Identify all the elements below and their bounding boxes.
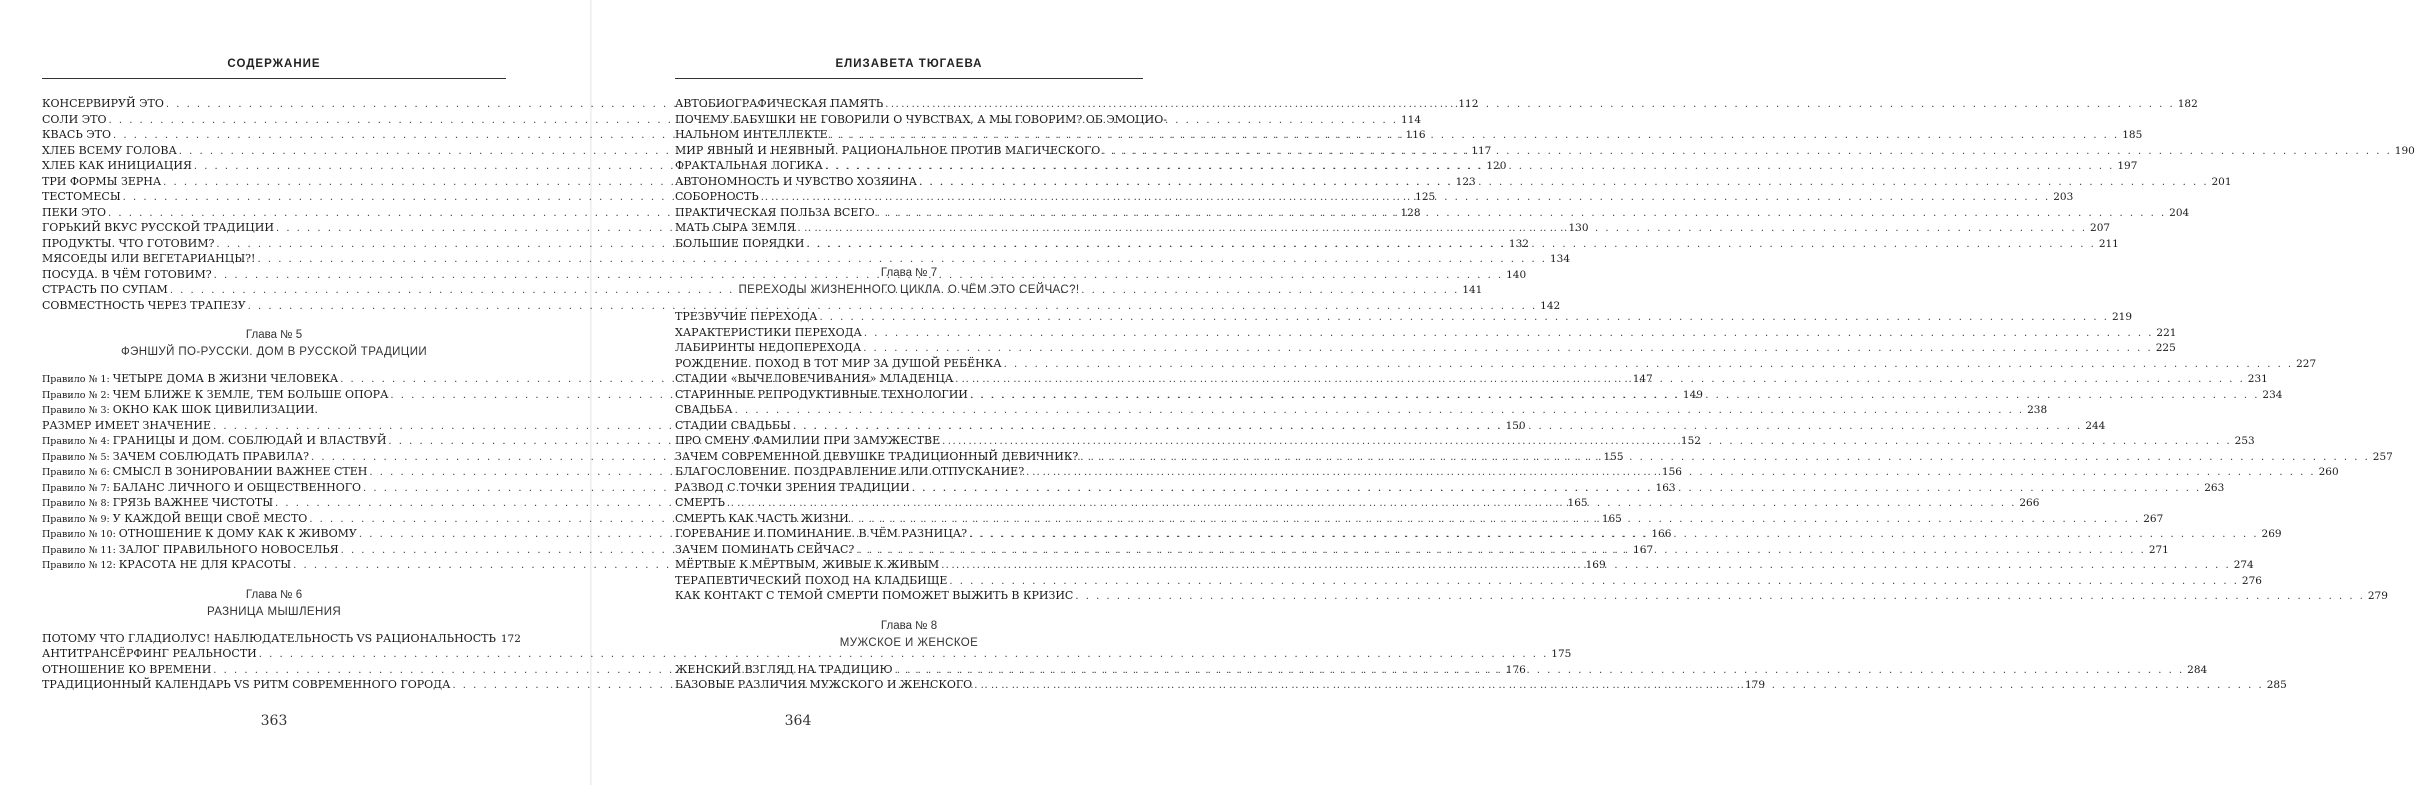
toc-entry-title: [42, 557, 293, 574]
toc-page-number: 269: [2261, 528, 2282, 540]
toc-title-text: БЛАГОСЛОВЕНИЕ. ПОЗДРАВЛЕНИЕ ИЛИ ОТПУСКАНИЕ?: [675, 465, 1025, 478]
toc-entry-title: [42, 112, 108, 128]
toc-page-number: 141: [1462, 284, 1483, 296]
toc-entry-title: [675, 371, 955, 387]
toc-title-text: ТРИ ФОРМЫ ЗЕРНА: [42, 174, 162, 188]
chapter-heading: [42, 327, 506, 361]
toc-rule-label: Правило № 3:: [42, 405, 110, 416]
toc-entry-title: [675, 143, 1102, 159]
toc-entry-title: [675, 174, 919, 190]
toc-entry-title: [675, 495, 727, 511]
chapter-title: ПЕРЕХОДЫ ЖИЗНЕННОГО ЦИКЛА. О ЧЁМ ЭТО СЕЙЧАС?!: [738, 284, 1080, 296]
toc-title-text: БАЗОВЫЕ РАЗЛИЧИЯ МУЖСКОГО И ЖЕНСКОГО: [675, 678, 973, 691]
toc-title-text: БОЛЬШИЕ ПОРЯДКИ: [675, 236, 805, 250]
toc-leader-dots: [1075, 589, 2365, 605]
toc-entry-title: [675, 387, 970, 403]
toc-rule-label: Правило № 5:: [42, 451, 110, 463]
toc-entry-title: [675, 526, 969, 542]
toc-entry: [675, 112, 1167, 128]
toc-title-text: СТАРИННЫЕ РЕПРОДУКТИВНЫЕ ТЕХНОЛОГИИ: [675, 387, 968, 401]
running-head-author: ЕЛИЗАВЕТА ТЮГАЕВА: [675, 58, 1143, 79]
chapter-title: ФЭНШУЙ ПО-РУССКИ. ДОМ В РУССКОЙ ТРАДИЦИИ: [120, 346, 428, 358]
toc-entry-title: [42, 526, 359, 543]
toc-title-text: МАТЬ СЫРА ЗЕМЛЯ: [675, 221, 796, 234]
toc-title-text: КРАСОТА НЕ ДЛЯ КРАСОТЫ: [118, 558, 292, 571]
toc-title-text: ХАРАКТЕРИСТИКИ ПЕРЕХОДА: [675, 325, 862, 339]
toc-page-number: 167: [1633, 543, 1654, 556]
toc-page-number: 176: [1505, 663, 1526, 676]
toc-page-number: 165: [1601, 512, 1622, 525]
toc-page-number: 140: [1506, 268, 1527, 281]
running-head-contents: СОДЕРЖАНИЕ: [42, 58, 506, 79]
toc-leader-dots: [798, 221, 2088, 237]
toc-title-text: РАЗВОД С ТОЧКИ ЗРЕНИЯ ТРАДИЦИИ: [675, 480, 910, 494]
toc-rule-label: Правило № 11:: [42, 544, 116, 556]
toc-page-number: 117: [1471, 144, 1492, 157]
toc-title-text: СТРАСТЬ ПО СУПАМ: [42, 283, 168, 296]
toc-title-text: ПРО СМЕНУ ФАМИЛИИ ПРИ ЗАМУЖЕСТВЕ: [675, 434, 941, 447]
toc-title-text: НАЛЬНОМ ИНТЕЛЛЕКТЕ: [675, 128, 828, 141]
toc-entry-title: [42, 282, 170, 298]
toc-leader-dots: [830, 128, 2120, 144]
toc-leader-dots: [912, 481, 2202, 497]
toc-title-text: КВАСЬ ЭТО: [42, 128, 112, 141]
toc-title-text: ПОЧЕМУ БАБУШКИ НЕ ГОВОРИЛИ О ЧУВСТВАХ, А МЫ ГОВОРИМ? ОБ ЭМОЦИО-: [675, 112, 1167, 126]
toc-page-number: 227: [2296, 357, 2317, 370]
toc-page-number: 149: [1682, 388, 1703, 401]
toc-title-text: СМЕРТЬ: [675, 496, 725, 509]
toc-title-text: У КАЖДОЙ ВЕЩИ СВОЁ МЕСТО: [112, 511, 308, 525]
toc-title-text: ТЕСТОМЕСЫ: [42, 190, 121, 203]
toc-entry-title: [675, 96, 885, 112]
toc-entry-title: [42, 402, 320, 419]
toc-entry-title: [675, 236, 806, 252]
toc-page-number: 197: [2117, 160, 2138, 172]
toc-title-text: ЧЕТЫРЕ ДОМА В ЖИЗНИ ЧЕЛОВЕКА: [112, 372, 339, 385]
toc-title-text: ТЕРАПЕВТИЧЕСКИЙ ПОХОД НА КЛАДБИЩЕ: [675, 573, 948, 587]
toc-title-text: МЁРТВЫЕ К МЁРТВЫМ, ЖИВЫЕ К ЖИВЫМ: [675, 558, 940, 571]
toc-title-text: СМЫСЛ В ЗОНИРОВАНИИ ВАЖНЕЕ СТЕН: [112, 465, 368, 478]
toc-entry-title: [42, 220, 276, 236]
toc-entry-title: [675, 112, 1169, 128]
toc-leader-dots: [825, 159, 2115, 175]
toc-title-text: ОТНОШЕНИЕ КО ВРЕМЕНИ: [42, 662, 212, 676]
toc-entry-title: [42, 205, 108, 221]
toc-entry: [42, 251, 1571, 267]
toc-title-text: ХЛЕБ ВСЕМУ ГОЛОВА: [42, 143, 177, 157]
toc-entry-title: [675, 449, 1080, 465]
toc-page-number: 116: [1405, 129, 1426, 141]
toc-title-text: МИР ЯВНЫЙ И НЕЯВНЫЙ. РАЦИОНАЛЬНОЕ ПРОТИВ МАГИЧЕСКОГО: [675, 143, 1101, 157]
toc-page-number: 274: [2233, 559, 2254, 571]
toc-title-text: ГОРЕВАНИЕ И ПОМИНАНИЕ. В ЧЁМ РАЗНИЦА?: [675, 527, 968, 540]
toc-entry: [675, 402, 2048, 418]
toc-title-text: ГРЯЗЬ ВАЖНЕЕ ЧИСТОТЫ: [112, 496, 274, 509]
toc-page-number: 175: [1551, 648, 1572, 660]
toc-rule-label: Правило № 9:: [42, 513, 110, 525]
toc-title-text: ЗАЛОГ ПРАВИЛЬНОГО НОВОСЕЛЬЯ: [118, 542, 339, 556]
toc-page-number: 234: [2262, 388, 2283, 401]
chapter-number: Глава № 5: [245, 329, 303, 341]
toc-title-text: АНТИТРАНСЁРФИНГ РЕАЛЬНОСТИ: [42, 647, 257, 660]
toc-entry: [42, 298, 1561, 314]
toc-page-number: 225: [2155, 342, 2176, 354]
toc-page-number: 130: [1568, 222, 1589, 234]
toc-entry-title: [675, 356, 1004, 372]
toc-leader-dots: [1004, 357, 2294, 373]
chapter-number: Глава № 7: [880, 267, 938, 279]
toc-leader-dots: [864, 326, 2154, 342]
toc-title-text: ЛАБИРИНТЫ НЕДОПЕРЕХОДА: [675, 341, 862, 354]
toc-title-text: ПОТОМУ ЧТО ГЛАДИОЛУС! НАБЛЮДАТЕЛЬНОСТЬ VS РАЦИОНАЛЬНОСТЬ: [42, 631, 496, 645]
toc-leader-dots: [856, 543, 2146, 559]
toc-leader-dots: [806, 237, 2096, 253]
toc-entry: [675, 340, 2176, 356]
toc-title-text: ОТНОШЕНИЕ К ДОМУ КАК К ЖИВОМУ: [118, 527, 357, 540]
toc-entry-title: [675, 402, 735, 418]
toc-title-text: СВАДЬБА: [675, 403, 733, 416]
toc-leader-dots: [819, 310, 2109, 326]
toc-entry-title: [675, 662, 895, 678]
toc-title-text: ПОСУДА. В ЧЁМ ГОТОВИМ?: [42, 267, 212, 281]
toc-entry-title: [675, 340, 863, 356]
toc-page-number: 263: [2204, 481, 2225, 494]
toc-page-number: 134: [1549, 253, 1571, 265]
toc-title-text: СТАДИИ «ВЫЧЕЛОВЕЧИВАНИЯ» МЛАДЕНЦА: [675, 372, 954, 385]
chapter-title: РАЗНИЦА МЫШЛЕНИЯ: [206, 605, 342, 618]
toc-title-text: СТАДИИ СВАДЬБЫ: [675, 418, 791, 432]
toc-page-number: 267: [2143, 512, 2164, 525]
toc-entry-title: [675, 480, 912, 496]
toc-title-text: ПРОДУКТЫ. ЧТО ГОТОВИМ?: [42, 236, 215, 250]
toc-entry: [42, 631, 521, 647]
toc-title-text: АВТОНОМНОСТЬ И ЧУВСТВО ХОЗЯИНА: [675, 174, 917, 188]
toc-entry-title: [42, 542, 341, 559]
chapter-heading: [675, 265, 1143, 299]
toc-page-number: 156: [1661, 466, 1682, 478]
toc-rule-label: Правило № 7:: [42, 482, 110, 494]
toc-page-number: 125: [1415, 191, 1436, 203]
toc-leader-dots: [851, 512, 2141, 528]
toc-page-number: 231: [2247, 373, 2268, 385]
toc-leader-dots: [1102, 144, 2392, 160]
toc-page-number: 190: [2394, 144, 2415, 157]
toc-entry-title: [42, 433, 388, 450]
toc-page-number: 155: [1603, 450, 1624, 463]
toc-title-text: РОЖДЕНИЕ. ПОХОД В ТОТ МИР ЗА ДУШОЙ РЕБЁНКА: [675, 356, 1002, 370]
toc-page-number: 238: [2027, 404, 2048, 416]
toc-entry-title: [675, 511, 851, 527]
toc-page-number: 221: [2156, 326, 2177, 339]
toc-entry-title: [42, 677, 452, 693]
toc-entry-title: [42, 418, 213, 434]
toc-entry-title: [42, 298, 248, 314]
chapter-number: Глава № 6: [245, 588, 303, 601]
toc-page-number: 279: [2367, 590, 2388, 602]
toc-entry-title: [42, 189, 123, 205]
toc-page-number: 152: [1680, 435, 1701, 447]
toc-page-number: 123: [1455, 175, 1476, 188]
toc-page-number: 211: [2098, 237, 2119, 250]
toc-title-text: КОНСЕРВИРУЙ ЭТО: [42, 97, 164, 110]
toc-title-text: ГОРЬКИЙ ВКУС РУССКОЙ ТРАДИЦИИ: [42, 221, 274, 234]
toc-page-number: 182: [2177, 98, 2198, 110]
toc-entry-title: [42, 662, 213, 678]
toc-page-number: 172: [500, 632, 521, 645]
toc-leader-dots: [941, 558, 2231, 574]
toc-title-text: РАЗМЕР ИМЕЕТ ЗНАЧЕНИЕ: [42, 418, 212, 432]
toc-page-number: 120: [1486, 160, 1507, 172]
toc-page-number: 204: [2169, 206, 2190, 219]
toc-page-number: 112: [1458, 98, 1479, 110]
toc-entry-title: [42, 387, 390, 404]
toc-entry-title: [42, 96, 166, 112]
toc-leader-dots: [949, 574, 2239, 590]
toc-rule-label: Правило № 2:: [42, 389, 110, 401]
toc-leader-dots: [1080, 450, 2370, 466]
toc-page-number: 244: [2085, 419, 2106, 432]
toc-entry-title: [675, 220, 798, 236]
toc-title-text: АВТОБИОГРАФИЧЕСКАЯ ПАМЯТЬ: [675, 97, 884, 110]
toc-page-number: 201: [2211, 175, 2232, 188]
toc-leader-dots: [955, 372, 2245, 388]
toc-leader-dots: [895, 663, 2185, 679]
toc-leader-dots: [793, 419, 2083, 435]
toc-title-text: ЧЕМ БЛИЖЕ К ЗЕМЛЕ, ТЕМ БОЛЬШЕ ОПОРА: [112, 387, 389, 401]
toc-page-number: 179: [1744, 679, 1765, 691]
toc-entry-title: [42, 646, 259, 662]
toc-page-number: 271: [2148, 543, 2169, 556]
toc-title-text: ЗАЧЕМ СОБЛЮДАТЬ ПРАВИЛА?: [112, 449, 309, 463]
toc-page-number: 166: [1651, 528, 1672, 540]
toc-page-number: 114: [1400, 113, 1422, 126]
toc-entry-title: [42, 464, 369, 481]
toc-entry-title: [675, 557, 941, 573]
toc-entry-title: [675, 418, 793, 434]
toc-page-number: 132: [1508, 237, 1529, 250]
toc-page-number: 276: [2241, 574, 2262, 587]
toc-entry-title: [675, 433, 942, 449]
toc-entry: [675, 356, 2317, 372]
toc-entry-title: [675, 588, 1075, 604]
toc-entry: [675, 573, 2262, 589]
toc-entry-title: [42, 371, 340, 388]
toc-page-number: 260: [2318, 466, 2339, 478]
toc-title-text: ЖЕНСКИЙ ВЗГЛЯД НА ТРАДИЦИЮ: [675, 662, 893, 676]
toc-page-number: 163: [1655, 481, 1676, 494]
toc-leader-dots: [970, 388, 2260, 404]
toc-entry-title: [42, 449, 311, 466]
toc-page-number: 147: [1632, 373, 1653, 385]
toc-entry-title: [42, 251, 257, 267]
toc-entry-title: [42, 480, 363, 497]
toc-leader-dots: [969, 527, 2259, 543]
toc-leader-dots: [727, 496, 2017, 512]
chapter-number: Глава № 8: [880, 619, 938, 632]
toc-page-number: 257: [2372, 450, 2393, 463]
toc-rule-label: Правило № 6:: [42, 467, 110, 478]
toc-entry-title: [42, 127, 113, 143]
toc-page-number: 203: [2053, 191, 2074, 203]
toc-title-text: ЗАЧЕМ СОВРЕМЕННОЙ ДЕВУШКЕ ТРАДИЦИОННЫЙ ДЕВИЧНИК?: [675, 449, 1079, 463]
toc-entry-title: [675, 573, 949, 589]
toc-page-number: 219: [2111, 311, 2132, 323]
toc-entry-title: [675, 464, 1026, 480]
toc-entry-title: [675, 205, 877, 221]
toc-page-number: 253: [2234, 435, 2255, 447]
toc-rule-label: Правило № 12:: [42, 560, 116, 571]
toc-leader-dots: [885, 97, 2175, 113]
toc-title-text: СМЕРТЬ КАК ЧАСТЬ ЖИЗНИ: [675, 511, 849, 525]
toc-entry-title: [42, 158, 194, 174]
toc-title-text: ОКНО КАК ШОК ЦИВИЛИЗАЦИИ.: [112, 403, 318, 416]
toc-leader-dots: [761, 190, 2051, 206]
toc-entry: [42, 646, 1572, 662]
toc-entry-title: [675, 158, 825, 174]
toc-leader-dots: [919, 175, 2209, 191]
toc-page-number: 165: [1567, 497, 1588, 509]
toc-entry-title: [675, 542, 856, 558]
toc-title-text: КАК КОНТАКТ С ТЕМОЙ СМЕРТИ ПОМОЖЕТ ВЫЖИТЬ В КРИЗИС: [675, 589, 1074, 602]
chapter-title: МУЖСКОЕ И ЖЕНСКОЕ: [839, 636, 979, 649]
toc-title-text: СОБОРНОСТЬ: [675, 190, 759, 203]
toc-title-text: ТРЕЗВУЧИЕ ПЕРЕХОДА: [675, 310, 818, 323]
toc-title-text: БАЛАНС ЛИЧНОГО И ОБЩЕСТВЕННОГО: [112, 480, 362, 494]
toc-entry: [675, 325, 2177, 341]
toc-entry-title: [42, 236, 216, 252]
toc-page-number: 150: [1505, 419, 1526, 432]
toc-entry-title: [42, 631, 498, 647]
toc-title-text: ХЛЕБ КАК ИНИЦИАЦИЯ: [42, 159, 192, 172]
toc-title-text: СОВМЕСТНОСТЬ ЧЕРЕЗ ТРАПЕЗУ: [42, 298, 246, 312]
toc-leader-dots: [877, 206, 2167, 222]
toc-leader-dots: [974, 678, 2264, 694]
toc-entry-title: [675, 189, 761, 205]
page-number: 364: [784, 713, 812, 729]
toc-entry: [42, 402, 506, 418]
toc-title-text: ГРАНИЦЫ И ДОМ. СОБЛЮДАЙ И ВЛАСТВУЙ: [112, 434, 387, 447]
toc-title-text: МЯСОЕДЫ ИЛИ ВЕГЕТАРИАНЦЫ?!: [42, 252, 256, 265]
toc-page-number: 169: [1585, 559, 1606, 571]
toc-rule-label: Правило № 1:: [42, 374, 110, 385]
toc-page-number: 266: [2019, 497, 2040, 509]
toc-entry-title: [675, 127, 830, 143]
toc-page-number: 128: [1400, 206, 1421, 219]
toc-title-text: ТРАДИЦИОННЫЙ КАЛЕНДАРЬ VS РИТМ СОВРЕМЕННОГО ГОРОДА: [42, 678, 451, 691]
toc-title-text: ПРАКТИЧЕСКАЯ ПОЛЬЗА ВСЕГО: [675, 205, 875, 219]
toc-entry: [675, 588, 2388, 604]
toc-title-text: ПЕКИ ЭТО: [42, 205, 106, 219]
toc-page-number: 284: [2187, 663, 2208, 676]
toc-entry-title: [675, 677, 974, 693]
toc-rule-label: Правило № 4:: [42, 436, 110, 447]
toc-entry-title: [675, 325, 864, 341]
toc-leader-dots: [863, 341, 2153, 357]
toc-entry-title: [42, 495, 275, 512]
toc-entry-title: [675, 309, 819, 325]
toc-page-number: 142: [1540, 299, 1561, 312]
toc-leader-dots: [1026, 465, 2316, 481]
toc-leader-dots: [942, 434, 2232, 450]
toc-title-text: СОЛИ ЭТО: [42, 112, 107, 126]
toc-page-number: 185: [2122, 129, 2143, 141]
toc-leader-dots: [735, 403, 2025, 419]
toc-entry: [675, 309, 2132, 325]
toc-title-text: ФРАКТАЛЬНАЯ ЛОГИКА: [675, 159, 823, 172]
toc-entry-title: [42, 267, 214, 283]
chapter-heading: [675, 618, 1143, 652]
chapter-heading: [42, 587, 506, 621]
toc-entry-title: [42, 174, 163, 190]
toc-title-text: ЗАЧЕМ ПОМИНАТЬ СЕЙЧАС?: [675, 542, 855, 556]
toc-rule-label: Правило № 8:: [42, 498, 110, 509]
toc-page-number: 207: [2090, 222, 2111, 234]
page-number: 363: [260, 713, 288, 729]
toc-entry-title: [42, 511, 309, 528]
toc-entry-title: [42, 143, 179, 159]
toc-rule-label: Правило № 10:: [42, 529, 116, 540]
toc-page-number: 285: [2266, 679, 2287, 691]
